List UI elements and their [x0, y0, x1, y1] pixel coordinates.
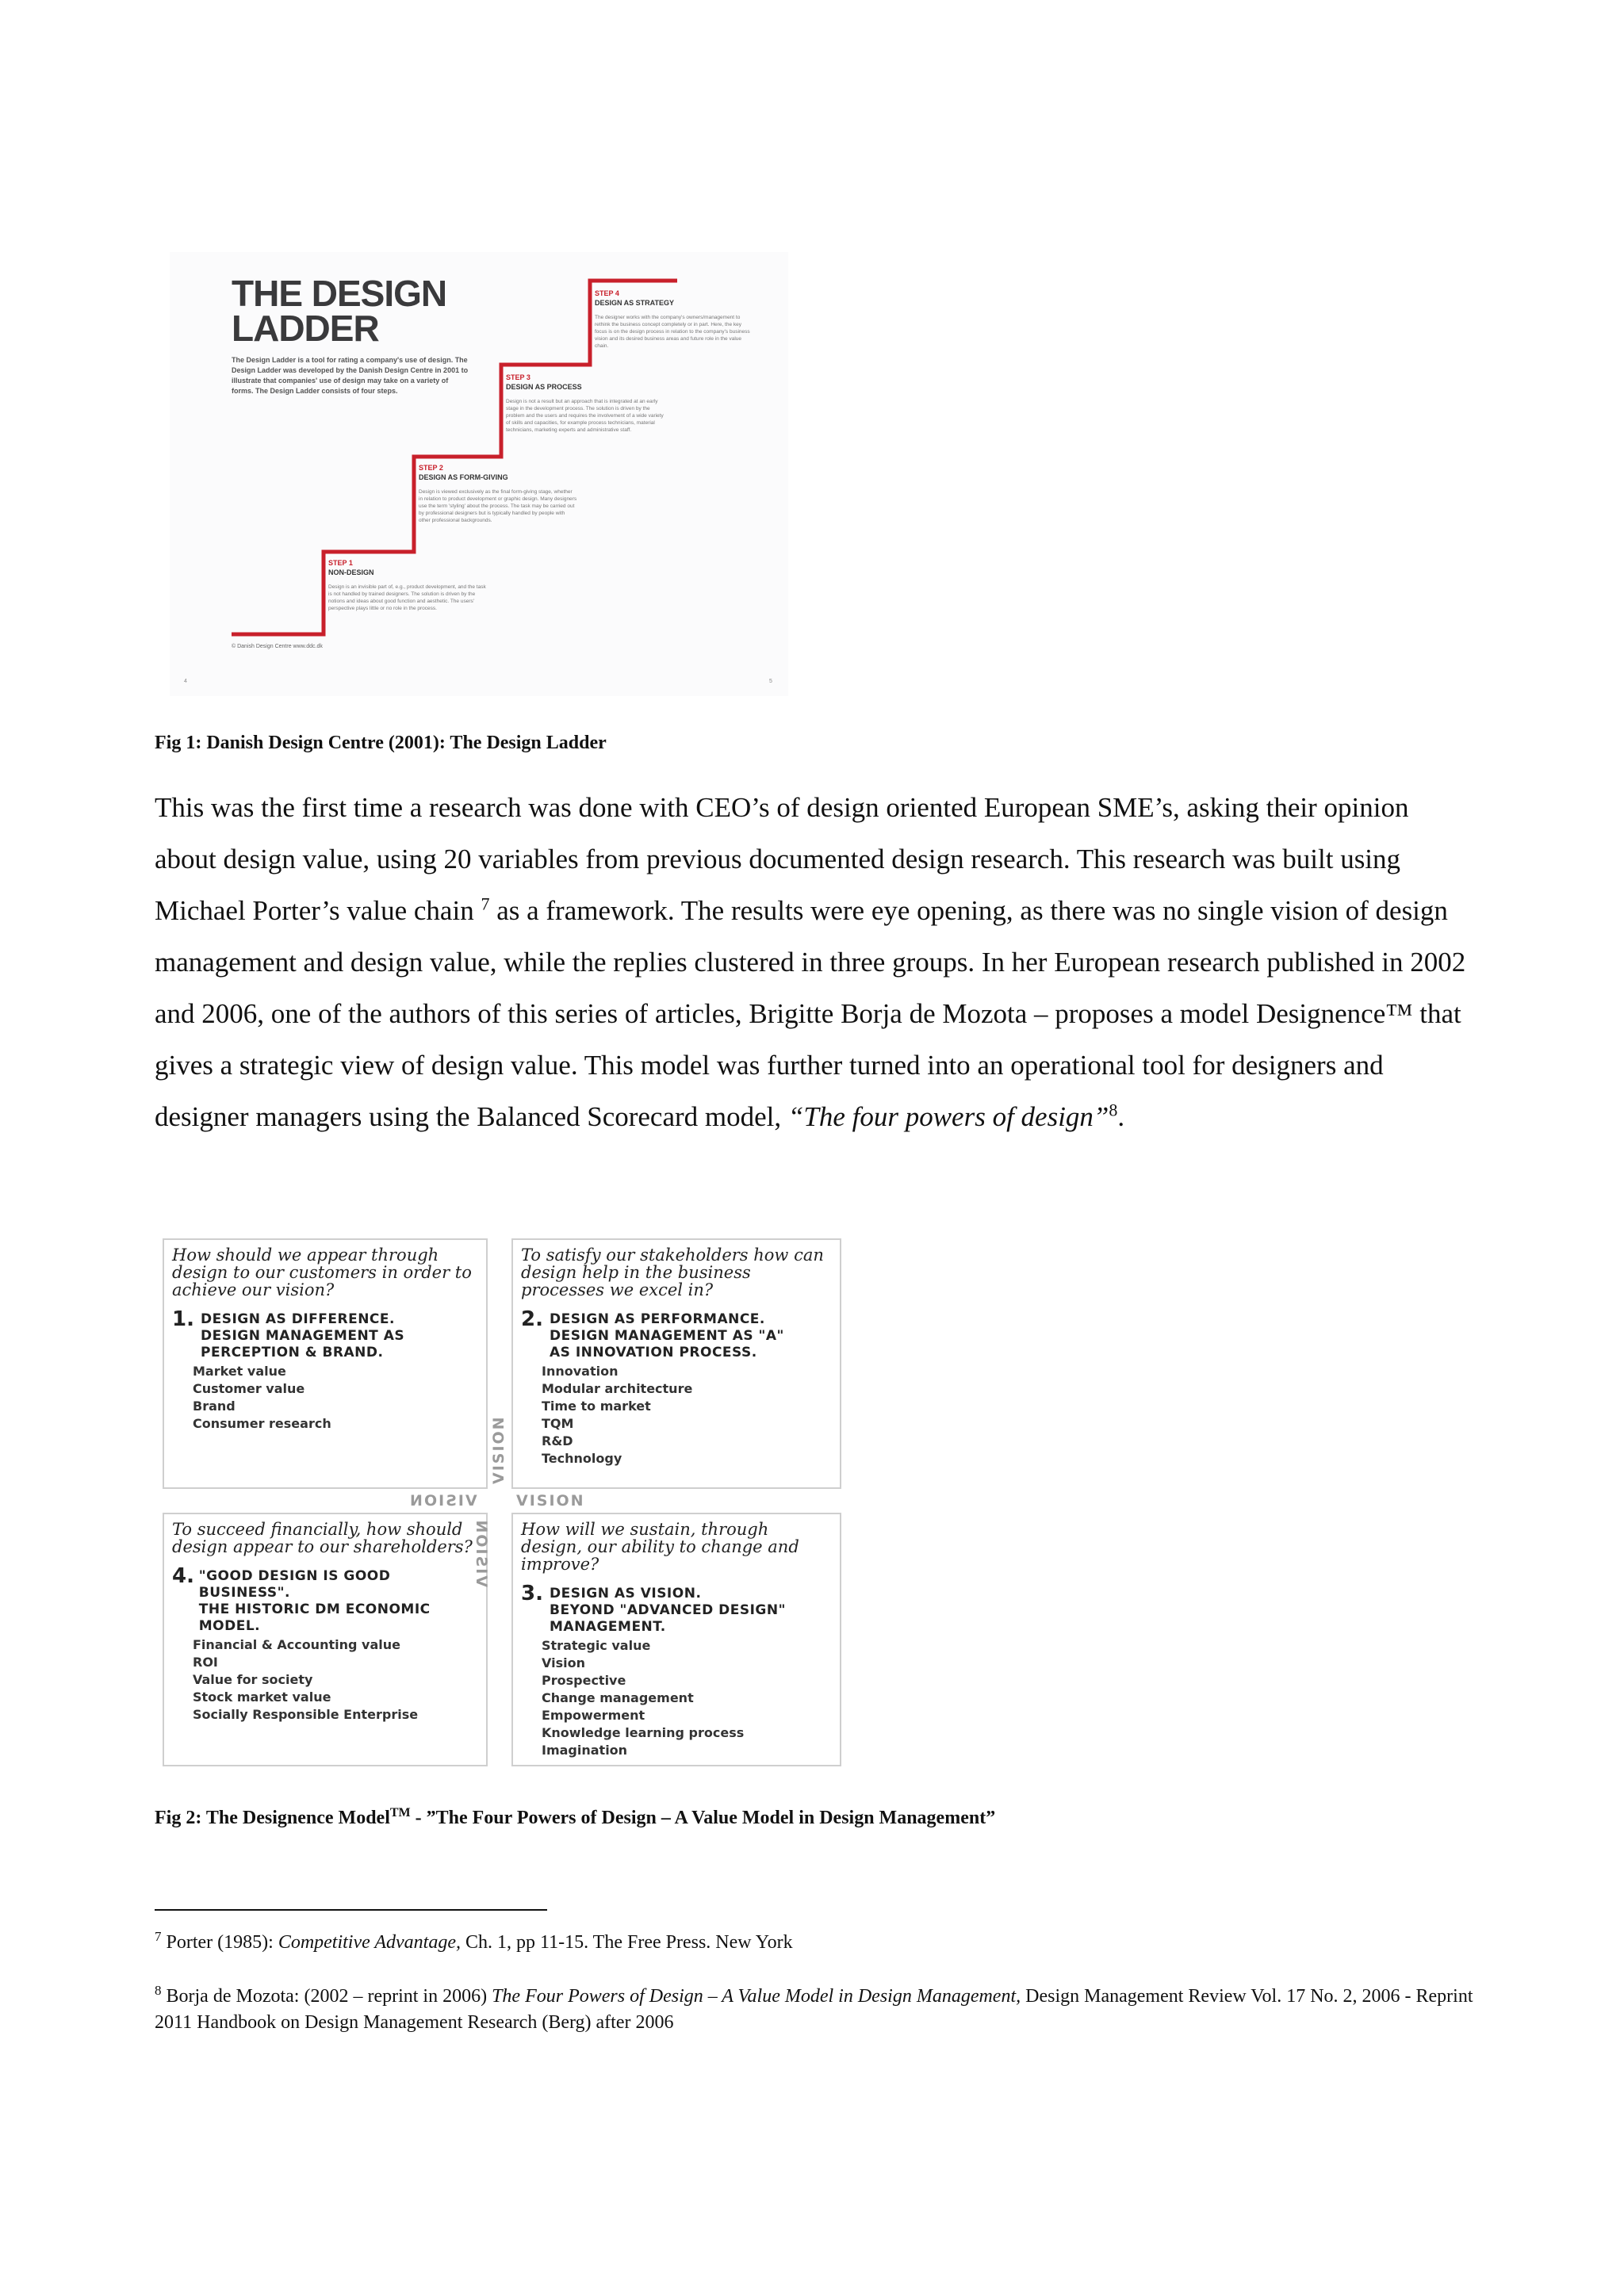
quadrant-1-list — [193, 1363, 478, 1433]
list-item: Socially Responsible Enterprise — [193, 1707, 419, 1722]
list-item: Vision — [542, 1655, 585, 1670]
step-4-description: The designer works with the company's owners/management to rethink the business concept completely or in part. Here, the key focus is on the design process in relation to the company's business vision and its desired business areas and future role in the value chain. — [595, 315, 750, 349]
quadrant-4-title: "GOOD DESIGN IS GOOD BUSINESS". THE HISTORIC DM ECONOMIC MODEL. — [198, 1568, 431, 1634]
step-3-name: DESIGN AS PROCESS — [506, 383, 582, 391]
footnote-7-title: Competitive Advantage, — [278, 1932, 461, 1953]
list-item: Knowledge learning process — [542, 1725, 745, 1740]
designence-model-figure — [163, 1238, 845, 1774]
design-ladder-figure — [170, 252, 788, 696]
ladder-credit: © Danish Design Centre www.ddc.dk — [232, 644, 323, 649]
step-3-number: STEP 3 — [506, 373, 530, 381]
footnote-7-rest: Ch. 1, pp 11-15. The Free Press. New York — [460, 1932, 793, 1953]
figure-1-caption: Fig 1: Danish Design Centre (2001): The Design Ladder — [155, 733, 607, 753]
list-item: Market value — [193, 1364, 286, 1379]
list-item: Consumer research — [193, 1416, 331, 1431]
list-item: Technology — [542, 1451, 622, 1466]
list-item: Innovation — [542, 1364, 619, 1379]
step-4-name: DESIGN AS STRATEGY — [595, 299, 675, 307]
footnote-8-rest: Design Management Review Vol. 17 No. 2, 2006 - Reprint 2011 Handbook on Design Management Research (Berg) after 2006 — [155, 1986, 1473, 2033]
quadrant-2-question: To satisfy our stakeholders how can design help in the business processes we excel in? — [521, 1246, 824, 1299]
footnote-ref-7: 7 — [481, 894, 490, 914]
step-2-number: STEP 2 — [419, 464, 443, 472]
step-1-number: STEP 1 — [328, 559, 353, 567]
footnote-7-text: Porter (1985): — [161, 1932, 278, 1953]
body-paragraph — [155, 782, 1471, 1142]
footnote-8 — [155, 1977, 1487, 2036]
footnote-8-title: The Four Powers of Design – A Value Model in Design Management, — [492, 1986, 1021, 2007]
axis-label-vertical-top: VISION — [490, 1415, 508, 1484]
list-item: Stock market value — [193, 1689, 331, 1705]
quadrant-2-number: 2. — [521, 1307, 543, 1331]
ladder-step-1 — [328, 558, 487, 612]
list-item: Customer value — [193, 1381, 305, 1396]
step-1-description: Design is an invisible part of, e.g., product development, and the task is not handled by trained designers. The solution is driven by the notions and ideas about good function and aesthetic. The users' perspective plays little or no role in the process. — [328, 584, 486, 611]
list-item: Change management — [542, 1690, 694, 1705]
list-item: ROI — [193, 1655, 218, 1670]
body-text-part-2: as a framework. The results were eye opening, as there was no single vision of design management and design value, while the replies clustered in three groups. In her European research published in 2002 and 2006, one of the authors of this series of articles, Brigitte Borja de Mozota – proposes a model Designence™ that gives a strategic view of design value. This model was further turned into an operational tool for designers and designer managers using the Balanced Scorecard model, — [155, 895, 1466, 1132]
list-item: Time to market — [542, 1399, 651, 1414]
ladder-step-3 — [506, 373, 665, 434]
step-4-number: STEP 4 — [595, 289, 619, 297]
list-item: Prospective — [542, 1673, 626, 1688]
quadrant-3-title: DESIGN AS VISION. BEYOND "ADVANCED DESIGN" MANAGEMENT. — [550, 1586, 786, 1635]
quadrant-1-number: 1. — [172, 1307, 194, 1331]
quadrant-2-list — [542, 1363, 832, 1468]
page-number-right: 5 — [769, 679, 772, 684]
ladder-intro: The Design Ladder is a tool for rating a company's use of design. The Design Ladder was developed by the Danish Design Centre in 2001 to illustrate that companies' use of design may take on a variety of forms. The Design Ladder consists of four steps. — [232, 356, 469, 395]
quadrant-3-question: How will we sustain, through design, our ability to change and improve? — [521, 1520, 799, 1574]
footnote-ref-8: 8 — [1109, 1100, 1118, 1120]
list-item: Strategic value — [542, 1638, 651, 1653]
quadrant-1-title: DESIGN AS DIFFERENCE. DESIGN MANAGEMENT AS PERCEPTION & BRAND. — [201, 1311, 405, 1360]
footnote-separator — [155, 1909, 547, 1911]
footnote-8-text: Borja de Mozota: (2002 – reprint in 2006) — [161, 1986, 492, 2007]
fig2-caption-before: Fig 2: The Designence Model — [155, 1808, 390, 1828]
page-number-left: 4 — [184, 679, 187, 684]
quadrant-1-question: How should we appear through design to our customers in order to achieve our vision? — [172, 1246, 472, 1299]
quadrant-3-number: 3. — [521, 1582, 543, 1605]
list-item: Imagination — [542, 1743, 628, 1758]
axis-label-vertical-bottom: VISION — [473, 1518, 490, 1587]
list-item: Modular architecture — [542, 1381, 693, 1396]
body-text-part-1: This was the first time a research was done with CEO’s of design oriented European SME’s, asking their opinion about design value, using 20 variables from previous documented design research. This research was built using Michael Porter’s value chain — [155, 792, 1409, 926]
fig2-caption-tm: TM — [389, 1806, 411, 1820]
figure-2-caption — [155, 1806, 995, 1829]
quadrant-3-list — [542, 1637, 832, 1759]
quadrant-4-question: To succeed financially, how should design appear to our shareholders? — [172, 1520, 473, 1556]
list-item: Empowerment — [542, 1708, 645, 1723]
fig2-caption-after: - ”The Four Powers of Design – A Value Model in Design Management” — [410, 1808, 996, 1828]
step-3-description: Design is not a result but an approach that is integrated at an early stage in the development process. The solution is driven by the problem and the users and requires the involvement of a wide variety of skills and capacities, for example process technicians, material technicians, marketing experts and administrative staff. — [506, 399, 664, 433]
list-item: Financial & Accounting value — [193, 1637, 400, 1652]
step-1-name: NON-DESIGN — [328, 568, 374, 576]
list-item: Value for society — [193, 1672, 313, 1687]
ladder-step-4 — [595, 289, 753, 350]
quadrant-4-list — [193, 1636, 478, 1724]
ladder-title: THE DESIGN LADDER — [232, 273, 447, 349]
step-2-description: Design is viewed exclusively as the final form-giving stage, whether in relation to product development or graphic design. Many designers use the term 'styling' about the process. The task may be carried out by professional designers but is typically handled by people with other professional backgrounds. — [419, 489, 577, 523]
axis-label-right: VISION — [516, 1492, 585, 1510]
ladder-step-2 — [419, 463, 577, 524]
list-item: Brand — [193, 1399, 236, 1414]
quadrant-1 — [163, 1238, 488, 1489]
footnote-7 — [155, 1923, 1487, 1956]
axis-label-left-mirrored: VISION — [408, 1492, 477, 1510]
footnote-7-number: 7 — [155, 1929, 162, 1944]
list-item: R&D — [542, 1433, 573, 1448]
quadrant-2-title: DESIGN AS PERFORMANCE. DESIGN MANAGEMENT AS "A" AS INNOVATION PROCESS. — [550, 1311, 784, 1360]
quadrant-4 — [163, 1513, 488, 1766]
step-2-name: DESIGN AS FORM-GIVING — [419, 473, 508, 481]
quadrant-2 — [511, 1238, 841, 1489]
quadrant-3 — [511, 1513, 841, 1766]
body-quote: “The four powers of design” — [787, 1101, 1109, 1132]
quadrant-4-number: 4. — [172, 1564, 194, 1588]
body-end: . — [1117, 1101, 1125, 1132]
list-item: TQM — [542, 1416, 574, 1431]
footnote-8-number: 8 — [155, 1983, 162, 1998]
